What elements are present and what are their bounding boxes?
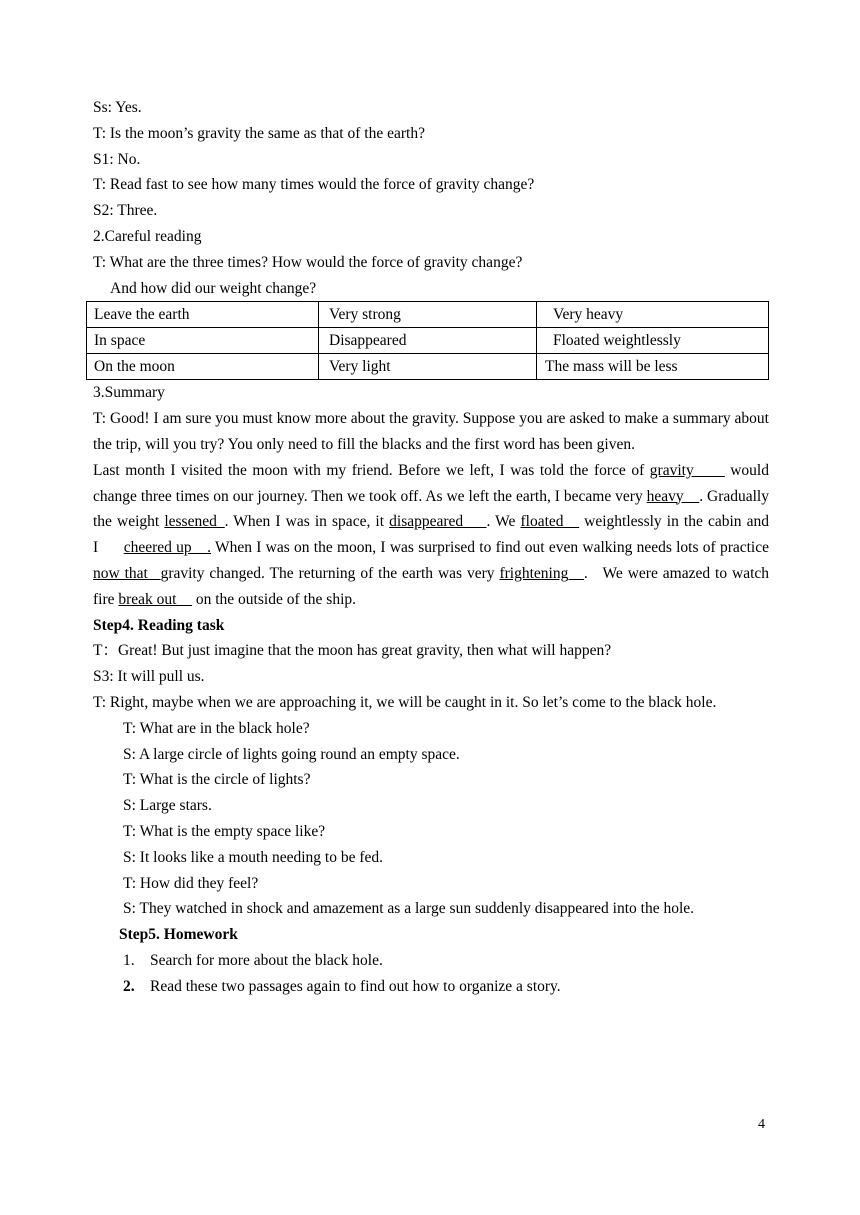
blackhole-dialogue-line: T: What are in the black hole?: [123, 719, 310, 737]
summary-text: weightlessly in the cabin and I: [93, 513, 770, 557]
table-cell: On the moon: [87, 354, 319, 380]
step4-line: T: Right, maybe when we are approaching it, we will be caught in it. So let’s come to the black hole.: [93, 693, 717, 711]
table-row: [87, 302, 769, 328]
table-cell: Leave the earth: [87, 302, 319, 328]
homework-number: 2.: [123, 977, 135, 995]
blackhole-dialogue-line: S: It looks like a mouth needing to be fed.: [123, 848, 384, 866]
careful-reading-question: And how did our weight change?: [110, 279, 317, 297]
careful-reading-heading: 2.Careful reading: [93, 227, 202, 245]
homework-item: [93, 974, 769, 1000]
gravity-weight-table: [86, 301, 769, 380]
step4-heading: Step4. Reading task: [93, 616, 225, 634]
summary-text: . When I was in space, it: [224, 513, 390, 531]
table-cell: Very strong: [319, 302, 537, 328]
summary-blank: lessened_: [164, 513, 225, 531]
homework-number: 1.: [123, 951, 135, 969]
homework-text: Read these two passages again to find out how to organize a story.: [150, 977, 561, 995]
summary-text: Last month I visited the moon with my friend. Before we left, I was told the force of: [93, 461, 650, 479]
careful-reading-question: T: What are the three times? How would the force of gravity change?: [93, 253, 523, 271]
dialogue-line: S1: No.: [93, 150, 141, 168]
summary-blank: floated__: [520, 513, 580, 531]
dialogue-line: Ss: Yes.: [93, 99, 142, 116]
summary-blank: gravity____: [649, 461, 725, 479]
summary-intro: T: Good! I am sure you must know more about the gravity. Suppose you are asked to make a summary about the trip, will you try? You only need to fill the blacks and the first word has been given.: [93, 410, 769, 453]
summary-blank: disappeared___: [389, 513, 487, 531]
blackhole-dialogue-line: T: How did they feel?: [123, 874, 259, 892]
homework-text: Search for more about the black hole.: [150, 951, 383, 969]
summary-blank: now that_: [93, 564, 161, 582]
summary-text: When I was on the moon, I was surprised to find out even walking needs lots of practice: [211, 539, 769, 557]
blackhole-dialogue-line: T: What is the empty space like?: [123, 822, 326, 840]
blackhole-dialogue-line: S: Large stars.: [123, 797, 212, 815]
page-number: 4: [758, 1117, 765, 1132]
blackhole-dialogue-line: T: What is the circle of lights?: [123, 771, 311, 789]
table-cell: Floated weightlessly: [537, 328, 769, 354]
table-row: [87, 354, 769, 380]
step4-line: S3: It will pull us.: [93, 668, 205, 686]
step5-heading: Step5. Homework: [119, 926, 238, 944]
blackhole-dialogue-line: S: A large circle of lights going round an empty space.: [123, 745, 460, 763]
summary-text: . Gradually the weight: [93, 487, 769, 531]
summary-text: would change three times on our journey. Then we took off. As we left the earth, I became very: [93, 461, 769, 505]
summary-text: on the outside of the ship.: [192, 590, 357, 608]
table-row: [87, 328, 769, 354]
dialogue-line: T: Read fast to see how many times would the force of gravity change?: [93, 176, 535, 194]
summary-blank: break out__: [118, 590, 192, 608]
document-page: [93, 95, 769, 1000]
summary-text: . We were amazed to watch fire: [93, 564, 770, 608]
table-cell: Very light: [319, 354, 537, 380]
dialogue-line: T: Is the moon’s gravity the same as that of the earth?: [93, 124, 425, 142]
table-cell: In space: [87, 328, 319, 354]
summary-blank: cheered up__.: [123, 539, 212, 557]
step4-line: T：Great! But just imagine that the moon has great gravity, then what will happen?: [93, 642, 612, 660]
summary-heading: 3.Summary: [93, 384, 165, 402]
table-cell: Very heavy: [537, 302, 769, 328]
summary-blank: heavy__: [646, 487, 700, 505]
dialogue-line: S2: Three.: [93, 202, 158, 220]
summary-blank: frightening__: [499, 564, 584, 582]
table-cell: Disappeared: [319, 328, 537, 354]
table-cell: The mass will be less: [537, 354, 769, 380]
summary-paragraph: [93, 458, 769, 613]
summary-text: . We: [486, 513, 521, 531]
summary-text: gravity changed. The returning of the earth was very: [160, 564, 500, 582]
homework-item: [93, 948, 769, 974]
blackhole-dialogue-line: S: They watched in shock and amazement as a large sun suddenly disappeared into the hole.: [123, 900, 695, 918]
